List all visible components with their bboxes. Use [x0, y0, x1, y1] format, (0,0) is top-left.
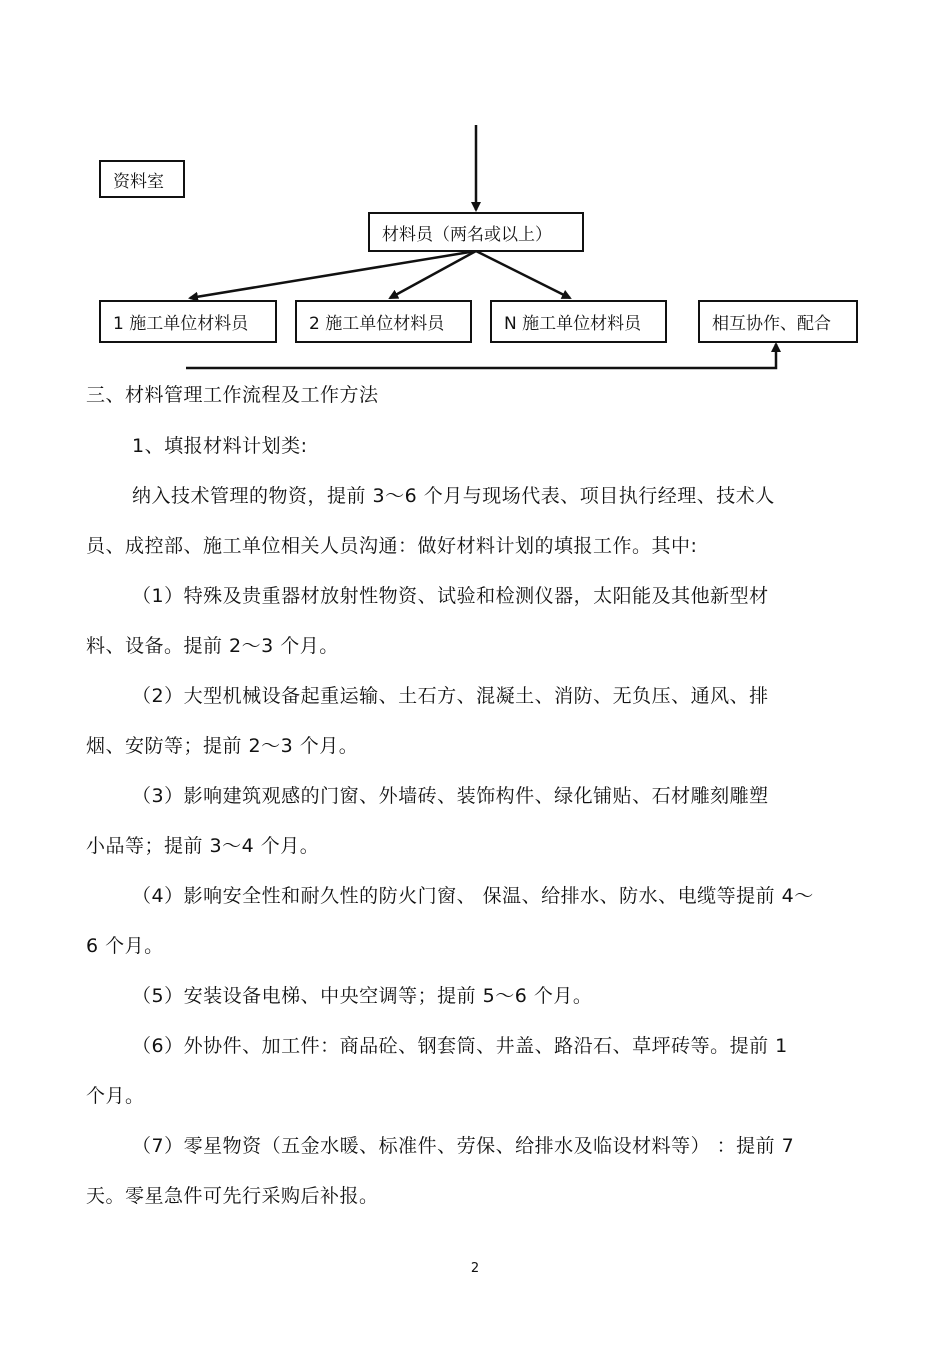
page-number: 2 — [470, 1261, 480, 1276]
unitN-clerk-label: N 施工单位材料员 — [504, 314, 642, 334]
material-clerk-label: 材料员（两名或以上） — [382, 224, 552, 245]
archive-room-label: 资料室 — [113, 171, 164, 192]
cooperation-box — [698, 300, 858, 343]
paragraph-line: 烟、安防等；提前 2～3 个月。 — [86, 735, 359, 757]
paragraph-line: （1）特殊及贵重器材放射性物资、试验和检测仪器，太阳能及其他新型材 — [132, 585, 769, 607]
material-flow-diagram — [0, 0, 950, 380]
paragraph-line: （5）安装设备电梯、中央空调等；提前 5～6 个月。 — [132, 985, 593, 1007]
archive-room-box — [99, 160, 185, 198]
cooperation-label: 相互协作、配合 — [712, 314, 831, 334]
paragraph-line: （3）影响建筑观感的门窗、外墙砖、装饰构件、绿化铺贴、石材雕刻雕塑 — [132, 785, 769, 807]
paragraph-line: （7）零星物资（五金水暖、标准件、劳保、给排水及临设材料等） ：提前 7 — [132, 1135, 795, 1157]
paragraph-line: （6）外协件、加工件：商品砼、钢套筒、井盖、路沿石、草坪砖等。提前 1 — [132, 1035, 788, 1057]
paragraph-line: 员、成控部、施工单位相关人员沟通：做好材料计划的填报工作。其中: — [86, 535, 698, 557]
paragraph-line: 纳入技术管理的物资，提前 3～6 个月与现场代表、项目执行经理、技术人 — [132, 485, 775, 507]
unit1-clerk-box — [99, 300, 277, 343]
unit1-clerk-label: 1 施工单位材料员 — [113, 314, 249, 334]
unitN-clerk-box — [490, 300, 667, 343]
paragraph-line: 小品等；提前 3～4 个月。 — [86, 835, 320, 857]
section-heading: 三、材料管理工作流程及工作方法 — [86, 384, 379, 406]
unit2-clerk-label: 2 施工单位材料员 — [309, 314, 445, 334]
arrow-to-unitN — [476, 251, 570, 298]
paragraph-line: 天。零星急件可先行采购后补报。 — [86, 1185, 379, 1207]
material-clerk-box — [368, 212, 584, 252]
sub-heading: 1、填报材料计划类: — [132, 435, 308, 457]
paragraph-line: 6 个月。 — [86, 935, 164, 957]
cooperation-connector — [186, 344, 776, 368]
paragraph-line: 料、设备。提前 2～3 个月。 — [86, 635, 339, 657]
unit2-clerk-box — [295, 300, 472, 343]
paragraph-line: （4）影响安全性和耐久性的防火门窗、 保温、给排水、防水、电缆等提前 4～ — [132, 885, 814, 907]
paragraph-line: 个月。 — [86, 1085, 145, 1107]
paragraph-line: （2）大型机械设备起重运输、土石方、混凝土、消防、无负压、通风、排 — [132, 685, 769, 707]
